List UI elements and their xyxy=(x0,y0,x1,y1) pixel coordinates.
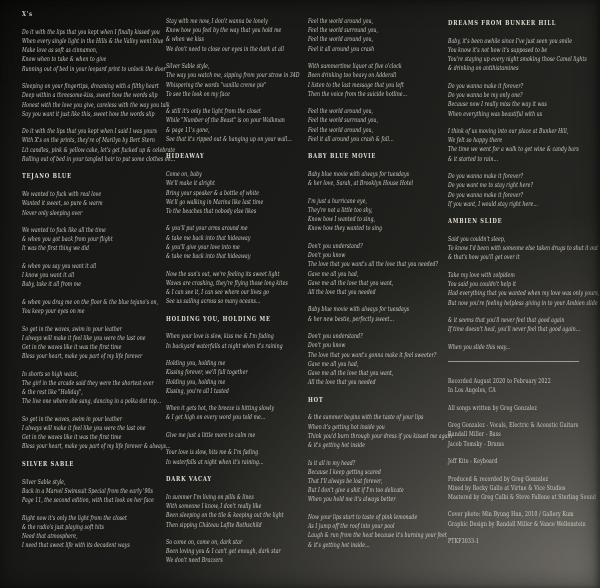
lyric-line: If time doesn't heal, you'll never feel that good again... xyxy=(448,326,581,334)
lyric-line: Been drinking too heavy on Adderall xyxy=(308,72,397,80)
lyric-stanza xyxy=(448,172,598,209)
credits-line: Randall Miller - Bass xyxy=(448,431,501,439)
song-title: DARK VACAY xyxy=(166,475,212,484)
lyric-line: & when you drag me on the floor & the blue tejano's on, xyxy=(22,298,159,306)
lyric-line: Because I keep getting scared xyxy=(308,468,381,476)
lyric-line: Feel the world surround you, xyxy=(308,27,378,35)
lyric-line: But I don't give a shit if I'm too delicate xyxy=(308,487,404,495)
credits-line: Cover photo: Min Byung Hun, 2010 / Gallery Kum xyxy=(448,511,574,519)
lyric-line: When your love is slow, kiss me & I'm fading xyxy=(166,333,274,341)
lyric-line: Laugh & run from the heat because it's burning your feet xyxy=(308,532,447,540)
lyric-stanza xyxy=(308,17,458,54)
lyric-line: Do you wanna make it forever? xyxy=(448,82,524,90)
lyric-line: & still it's only the light from the closet xyxy=(166,108,261,116)
lyric-line: They're not a little too shy, xyxy=(308,207,373,215)
credits-line: Mixed by Rocky Gallo at Virtue & Vice Studios xyxy=(448,484,566,492)
lyric-line: When every single light in the Hills & the Valley went blue xyxy=(22,38,164,45)
credits-line: Graphic Design by Randall Miller & Vance Wellenstein xyxy=(448,520,586,528)
lyric-stanza xyxy=(166,404,316,422)
lyric-line: All the love that you needed xyxy=(308,288,376,296)
lyric-line: Holding you, holding me xyxy=(166,360,226,368)
lyric-line: Wanted it sweet, so pure & warm xyxy=(22,200,103,208)
lyric-line: Know how they wanted to sing xyxy=(308,225,383,233)
lyric-line: Kissing forever, we'll fall together xyxy=(166,369,248,377)
lyric-line: Baby, it's been awhile since I've just seen you smile xyxy=(448,37,573,45)
lyric-line: Now your lips start to taste of pink lemonade xyxy=(308,513,418,521)
lyric-line: Back in a Marvel Swimsuit Special from the early '90s xyxy=(22,487,153,495)
lyric-line: Then the voice from the suicide hotline... xyxy=(308,90,408,98)
lyric-line: Take my love with zolpidem xyxy=(448,271,515,279)
lyric-line: & that's how you'll get over it xyxy=(448,254,520,262)
lyric-line: Gave me all you had, xyxy=(308,270,359,278)
lyric-line: So get in the waves, swim in your leather xyxy=(22,415,122,423)
lyric-line: When it gets hot, the breeze is hitting slowly xyxy=(166,405,275,413)
lyric-stanza xyxy=(166,448,316,466)
lyric-line: & page 11's gone, xyxy=(166,126,210,134)
lyric-line: & drinking on antihistamines xyxy=(448,65,519,73)
lyric-line: Do it with the lips that you kept when I said I was yours xyxy=(22,128,157,136)
lyric-line: We felt so happy there xyxy=(448,137,503,145)
lyrics-column-1 xyxy=(22,10,176,559)
lyric-line: & when you got back from your flight xyxy=(22,236,113,244)
lyric-line: When you hold me it's always better xyxy=(308,496,396,504)
lyric-line: The love that you want's gonna make it feel sweeter? xyxy=(308,351,437,359)
song-title: SILVER SABLE xyxy=(22,459,75,468)
lyric-stanza xyxy=(166,538,316,566)
lyric-line: & I can see it, I can see where our lives go xyxy=(166,288,270,296)
credits-line: In Los Angeles, CA xyxy=(448,387,496,395)
lyric-line: We'll make it alright xyxy=(166,180,215,188)
lyric-line: In summer I'm living on pills & lines xyxy=(166,493,254,501)
lyric-line: You know it's not how it's supposed to be xyxy=(448,47,548,54)
lyric-line: Been sleeping on the tile & keeping out the light xyxy=(166,512,284,520)
lyric-line: Kissing, you're all I tasted xyxy=(166,387,229,395)
lyric-stanza xyxy=(166,359,316,396)
lyric-line: & her new bestie, perfectly sweet... xyxy=(308,315,395,323)
lyric-stanza xyxy=(22,370,172,407)
lyric-line: & her love, Sarah, at Brooklyn House Hotel xyxy=(308,180,414,188)
lyric-line: It was the first thing we did xyxy=(22,245,90,253)
lyric-stanza xyxy=(22,514,172,551)
lyric-line: Then sipping Château Lafite Rothschild xyxy=(166,521,262,529)
lyric-line: You keep your eyes on me xyxy=(22,308,85,316)
lyric-line: & the rest like "Holiday", xyxy=(22,389,83,397)
lyric-line: & you'll put your arms around me xyxy=(166,225,248,233)
lyric-line: To know I'd been with someone else taken drugs to shut it out xyxy=(448,245,599,253)
lyric-line: With someone I know, I don't really like xyxy=(166,503,262,511)
lyric-line: & take me back into that hideaway xyxy=(166,253,251,261)
song-title: AMBIEN SLIDE xyxy=(448,217,503,226)
lyric-line: Say you want it just like this, sweet how the words slip xyxy=(22,110,155,118)
lyric-line: Feel the world around you, xyxy=(308,126,374,134)
lyric-line: Give me just a little more to calm me xyxy=(166,431,256,439)
lyric-stanza xyxy=(22,226,172,254)
lyric-line: Gave me all the love that you want, xyxy=(308,279,394,287)
lyric-line: As I jump off the roof into your pool xyxy=(308,523,395,531)
lyric-line: The way you watch me, sipping from your straw in 34D xyxy=(166,72,300,80)
lyric-line: & take me back into that hideaway xyxy=(166,234,251,242)
lyric-stanza xyxy=(22,478,172,506)
lyric-line: In shorts so high waist, xyxy=(22,370,79,378)
lyric-line: Said you couldn't sleep, xyxy=(448,236,506,244)
lyric-line: Your love is slow, hits me & I'm fading xyxy=(166,449,259,457)
lyric-line: & when you say you want it all xyxy=(22,262,97,270)
lyric-line: Feel the world around you, xyxy=(308,36,374,44)
song-title: HIDEAWAY xyxy=(166,152,205,161)
lyric-stanza xyxy=(308,305,458,323)
lyric-line: Bring your speaker & a bottle of white xyxy=(166,189,260,197)
lyric-line: Baby blue movie with always for tuesdays xyxy=(308,306,410,314)
lyric-line: I need that sweet life with its decadent ways xyxy=(22,542,130,550)
lyric-line: Know how you feel by the way that you hold me xyxy=(166,27,282,35)
lyric-stanza xyxy=(166,170,316,216)
lyric-stanza xyxy=(22,127,176,164)
lyric-line: Running out of bed in your leopard print to unlock the door xyxy=(22,65,166,73)
lyric-line: We don't need Brazzers xyxy=(166,557,223,565)
lyric-stanza xyxy=(22,298,172,316)
lyric-stanza xyxy=(166,62,316,99)
lyric-line: Don't you understand? xyxy=(308,333,363,341)
lyric-line: So come on, come on, dark star xyxy=(166,539,243,547)
lyric-stanza xyxy=(308,332,458,387)
lyric-line: Feel it all around you crash xyxy=(308,45,375,53)
lyric-line: Do you want me to stay right here? xyxy=(448,182,534,190)
lyric-line: When everything was beautiful with us xyxy=(448,110,543,118)
credits-line: Jacob Tomsky - Drums xyxy=(448,440,505,448)
lyric-stanza xyxy=(22,82,172,119)
lyric-line: Do it with the lips that you kept when I finally kissed you xyxy=(22,28,160,36)
lyric-line: Whispering the words "vanilla creme pie" xyxy=(166,81,267,89)
lyrics-column-2 xyxy=(166,17,316,574)
lyric-stanza xyxy=(22,262,172,290)
lyric-line: Right now it's only the light from the closet xyxy=(22,514,127,522)
lyric-line: Waves are crashing, they're flying those long kites xyxy=(166,279,288,287)
credits-block xyxy=(448,537,598,546)
lyric-line: Gave me all you had, xyxy=(308,360,359,368)
lyric-line: & it's getting hot inside... xyxy=(308,541,370,549)
lyric-stanza xyxy=(308,170,458,188)
lyric-line: I'm just a hurricane eye, xyxy=(308,197,367,205)
lyric-line: All the love that you needed xyxy=(308,379,376,387)
lyric-line: Is it all in my head? xyxy=(308,459,356,467)
lyric-line: Gave me all the love that you want, xyxy=(308,369,394,377)
lyric-line: Baby, take it all from me xyxy=(22,281,82,289)
lyric-stanza xyxy=(308,197,458,234)
credits-line: Recorded August 2020 to February 2022 xyxy=(448,377,551,385)
lyric-stanza xyxy=(448,271,598,308)
lyric-line: See that it's ripped out & hanging up on your wall... xyxy=(166,135,292,143)
lyric-line: You're staying up every night smoking those Camel lights xyxy=(448,56,587,64)
lyric-stanza xyxy=(166,493,316,530)
lyric-stanza xyxy=(166,107,316,144)
song-title: HOT xyxy=(308,395,324,404)
lyric-stanza xyxy=(448,316,598,334)
lyric-line: You said you couldn't help it xyxy=(448,281,517,289)
lyric-line: When you slide this way... xyxy=(448,343,511,351)
lyric-line: & it started to rain... xyxy=(448,155,499,163)
lyric-line: Make love as soft as cinnamon, xyxy=(22,47,98,55)
lyric-stanza xyxy=(166,332,316,350)
lyric-line: Do you wanna be my only one? xyxy=(448,92,523,100)
lyric-line: Feel the world around you, xyxy=(308,108,374,116)
lyric-line: Feel it all around you crash & fall... xyxy=(308,135,394,143)
lyric-line: The love that you want's all the love that you needed? xyxy=(308,261,439,269)
lyric-line: I always will make it feel like you were the last one xyxy=(22,424,146,432)
lyric-line: Do you wanna make it forever? xyxy=(448,173,524,181)
lyric-line: Had everything that you wanted when my love was only yours, xyxy=(448,290,600,298)
lyric-line: To see the look on my face xyxy=(166,90,230,98)
lyrics-column-4 xyxy=(448,19,598,555)
lyric-line: Bless your heart, make you part of my life forever xyxy=(22,353,143,361)
lyric-line: Do you wanna make it forever? xyxy=(448,191,524,199)
lyric-line: To the beaches that nobody else likes xyxy=(166,207,257,215)
lyric-line: We'll go walking in Marina like last time xyxy=(166,198,264,206)
lyric-line: We wanted to fuck with real love xyxy=(22,191,102,199)
lyric-stanza xyxy=(166,270,316,307)
lyric-line: The girl in the arcade said they were the shortest ever xyxy=(22,379,154,387)
lyric-stanza xyxy=(22,190,172,218)
lyric-line: Stay with me now, I don't wanna be lonely xyxy=(166,18,268,25)
lyric-line: Don't you understand? xyxy=(308,242,363,250)
lyric-line: Honest with the love you give, careless with the way you talk xyxy=(22,101,170,109)
lyric-line: In backyard waterfalls at night when it's raining xyxy=(166,342,283,350)
lyric-stanza xyxy=(448,127,598,164)
lyric-line: Come on, baby xyxy=(166,171,202,179)
lyric-stanza xyxy=(166,17,316,54)
lyric-line: Silver Sable style, xyxy=(22,478,66,486)
lyric-line: We don't need to close our eyes in the dark at all xyxy=(166,45,285,53)
lyric-line: Sleeping on your fingertips, dreaming with a filthy heart xyxy=(22,83,159,91)
lyric-line: Baby blue movie with always for tuesdays xyxy=(308,171,410,179)
credits-block xyxy=(448,421,598,449)
credits-block xyxy=(448,457,598,466)
song-title: DREAMS FROM BUNKER HILL xyxy=(448,19,557,27)
lyric-line: Holding you, holding me xyxy=(166,378,226,386)
lyric-line: If you want, I would stay right here... xyxy=(448,200,538,208)
lyric-line: Deep within a threesome-kiss, sweet how the words slip xyxy=(22,92,158,100)
lyric-line: When it's getting hot inside you xyxy=(308,423,385,431)
lyric-line: Feel the world around you, xyxy=(308,18,374,25)
lyric-line: The time we went for a walk to get wine & candy bars xyxy=(448,146,579,154)
lyric-line: Page 11, the second edition, with that look on her face xyxy=(22,497,154,505)
lyric-line: With summertime liquor at five o'clock xyxy=(308,63,402,71)
lyric-line: While "Number of the Beast" is on your Walkman xyxy=(166,117,285,125)
lyric-line: Don't you know xyxy=(308,252,346,260)
lyric-stanza xyxy=(166,224,316,261)
credits-line: Produced & recorded by Greg Gonzalez xyxy=(448,475,549,483)
lyric-line: Feel the world surround you, xyxy=(308,117,378,125)
lyric-line: & it seems that you'll never feel that good again xyxy=(448,317,565,325)
lyric-line: Don't you know xyxy=(308,342,346,350)
lyric-line: Need that atmosphere, xyxy=(22,532,78,540)
song-title: HOLDING YOU, HOLDING ME xyxy=(166,314,271,323)
lyric-line: & I get high on every word you told me... xyxy=(166,414,266,422)
lyric-stanza xyxy=(308,242,458,297)
credits-line: PTKF3033-1 xyxy=(448,538,480,546)
lyric-line: Silver Sable style, xyxy=(166,63,210,71)
credits-block xyxy=(448,475,598,503)
lyric-stanza xyxy=(22,28,172,74)
song-title: TEJANO BLUE xyxy=(22,172,72,181)
credits-line: All songs written by Greg Gonzalez xyxy=(448,404,537,412)
lyric-stanza xyxy=(448,235,598,263)
lyric-stanza xyxy=(22,415,172,452)
lyric-line: We wanted to fuck like all the time xyxy=(22,227,106,235)
lyric-line: Bless your heart, make you part of my life forever & always... xyxy=(22,443,171,451)
lyric-line: Know how I wanted to sing, xyxy=(308,216,376,224)
lyric-stanza xyxy=(308,513,458,550)
lyric-stanza xyxy=(448,37,598,74)
lyric-line: Know when to take & when to give xyxy=(22,56,107,64)
lyric-stanza xyxy=(308,107,458,144)
lyric-line: & it's getting hot inside xyxy=(308,442,366,450)
lyric-line: & the summer begins with the taste of your lips xyxy=(308,414,424,422)
lyric-line: I think of us moving into our place at Bunker Hill, xyxy=(448,128,569,136)
credits-line: Jeff Kite - Keyboard xyxy=(448,458,498,466)
credits-line: Mastered by Greg Calbi & Steve Fallone at Sterling Sound xyxy=(448,493,597,501)
credits-block xyxy=(448,377,598,395)
lyric-line: Get in the waves like it was the first time xyxy=(22,434,122,442)
lyric-line: See us sailing across so many oceans... xyxy=(166,298,261,306)
lyric-stanza xyxy=(448,82,598,119)
credits-line: Greg Gonzalez - Vocals, Electric & Acoustic Guitars xyxy=(448,422,579,430)
lyric-line: & when we kiss xyxy=(166,36,204,44)
lyric-line: In waterfalls at night when it's raining... xyxy=(166,458,264,466)
lyric-line: Lit candles, pink & yellow cake, let's get fucked up & celebrate xyxy=(22,146,176,154)
lyric-line: With X's on the prints, they're of Marilyn by Bert Stern xyxy=(22,137,155,145)
lyric-stanza xyxy=(308,459,458,505)
lyric-line: The live one where she sang, dancing in a polka dot top... xyxy=(22,398,162,406)
song-title: X's xyxy=(22,10,33,18)
lyrics-column-3 xyxy=(308,17,458,558)
credits-block xyxy=(448,510,598,528)
lyric-stanza xyxy=(308,62,458,99)
lyric-line: I know you want it all xyxy=(22,272,75,280)
song-title: BABY BLUE MOVIE xyxy=(308,152,377,161)
lyric-line: But now you're feeling helpless giving in to your Ambien slide xyxy=(448,299,598,307)
lyric-line: I listen to the last message that you left xyxy=(308,81,404,89)
lyric-line: & you'll give your love into me xyxy=(166,243,240,251)
lyric-stanza xyxy=(22,325,172,362)
lyric-line: So get in the waves, swim in your leather xyxy=(22,325,122,333)
lyric-line: Now the sun's out, we're feeling its sweet light xyxy=(166,270,280,278)
lyric-line: Get in the waves like it was the first time xyxy=(22,343,122,351)
lyric-line: I always will make it feel like you were the last one xyxy=(22,334,146,342)
lyric-line: Never only sleeping over xyxy=(22,209,83,217)
lyric-line: Because now I really miss the way it was xyxy=(448,101,547,109)
lyric-line: Been loving you & I can't get enough, dark star xyxy=(166,548,281,556)
lyric-stanza xyxy=(448,343,598,352)
lyric-line: & the radio's just playing soft hits xyxy=(22,523,104,531)
lyric-line: Think you'd burn through your dress if you kissed me again xyxy=(308,432,453,440)
credits-divider xyxy=(448,361,579,362)
lyric-stanza xyxy=(166,431,316,440)
lyric-stanza xyxy=(308,413,458,450)
credits-block xyxy=(448,404,598,413)
lyric-line: That I'll always be lost forever, xyxy=(308,477,383,485)
lyric-line: Rolling out of bed in your tangled hair to put some clothes on... xyxy=(22,155,176,163)
